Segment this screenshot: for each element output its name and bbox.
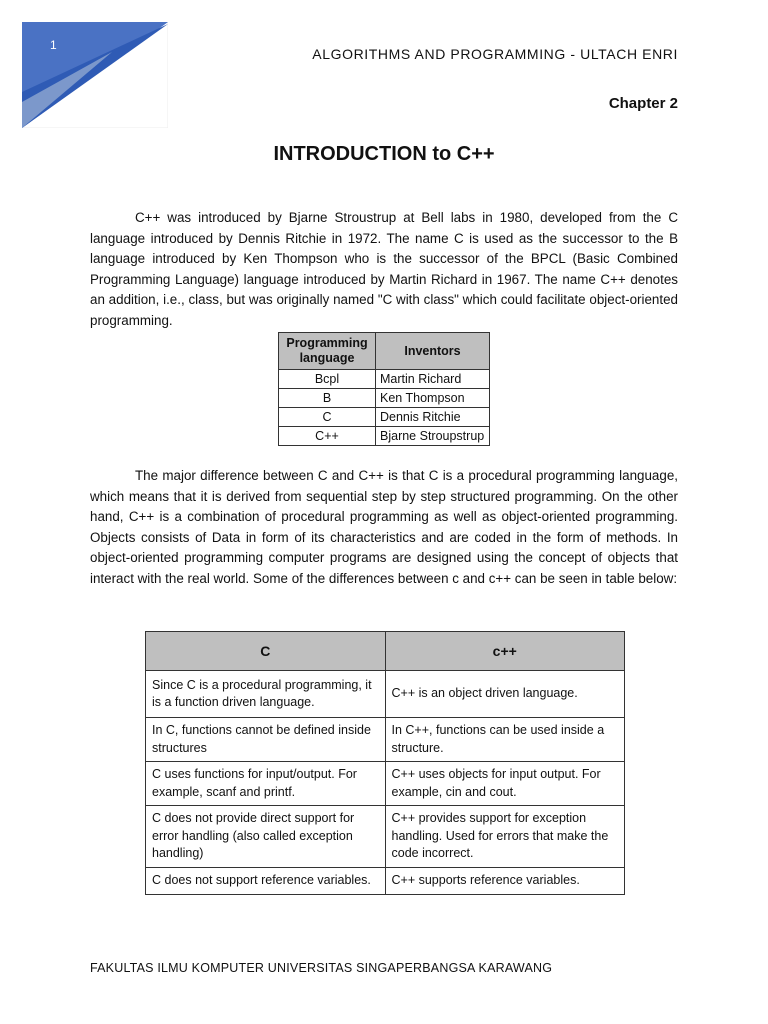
table-cell: Since C is a procedural programming, it is a function driven language. <box>146 671 386 718</box>
table-row <box>146 867 625 894</box>
table-row <box>279 370 490 389</box>
table-cell: C++ provides support for exception handling. Used for errors that make the code incorrect. <box>385 806 625 868</box>
table-header: Inventors <box>376 333 490 370</box>
table-row <box>279 427 490 446</box>
table-row <box>279 408 490 427</box>
table-row <box>146 762 625 806</box>
table-cell: C does not provide direct support for error handling (also called exception handling) <box>146 806 386 868</box>
table-cell: Bcpl <box>279 370 376 389</box>
comparison-table <box>145 631 625 895</box>
table-cell: C <box>279 408 376 427</box>
table-cell: B <box>279 389 376 408</box>
table-header: Programming language <box>279 333 376 370</box>
chapter-label: Chapter 2 <box>608 95 678 112</box>
table-cell: Dennis Ritchie <box>376 408 490 427</box>
table-row <box>146 671 625 718</box>
table-cell: C++ supports reference variables. <box>385 867 625 894</box>
table-cell: C++ uses objects for input output. For example, cin and cout. <box>385 762 625 806</box>
table-cell: Ken Thompson <box>376 389 490 408</box>
page-title: INTRODUCTION to C++ <box>273 143 495 165</box>
page-number: 1 <box>50 38 57 52</box>
table-cell: In C, functions cannot be defined inside structures <box>146 718 386 762</box>
corner-decoration <box>22 22 168 128</box>
table-cell: C uses functions for input/output. For example, scanf and printf. <box>146 762 386 806</box>
inventors-table <box>278 332 490 446</box>
table-row <box>279 389 490 408</box>
difference-paragraph: The major difference between C and C++ is that C is a procedural programming language, which means that it is derived from sequential step by step structured programming. On the other hand, C++ is a combination of procedural programming as well as object-oriented programming. Objects consists of Data in form of its characteristics and are coded in the form of methods. In object-oriented programming computer programs are designed using the concept of objects that interact with the real world. Some of the differences between c and c++ can be seen in table below: <box>90 468 678 586</box>
table-row <box>146 718 625 762</box>
table-row <box>146 806 625 868</box>
header-title: ALGORITHMS AND PROGRAMMING - ULTACH ENRI <box>312 46 678 62</box>
intro-paragraph: C++ was introduced by Bjarne Stroustrup at Bell labs in 1980, developed from the C language introduced by Dennis Ritchie in 1972. The name C is used as the successor to the B language introduced by Ken Thompson who is the successor of the BPCL (Basic Combined Programming Language) language introduced by Martin Richard in 1967. The name C++ denotes an addition, i.e., class, but was originally named "C with class" which could facilitate object-oriented programming. <box>90 210 678 328</box>
table-cell: In C++, functions can be used inside a structure. <box>385 718 625 762</box>
table-cell: C++ is an object driven language. <box>385 671 625 718</box>
table-cell: C does not support reference variables. <box>146 867 386 894</box>
table-cell: Martin Richard <box>376 370 490 389</box>
table-cell: Bjarne Stroupstrup <box>376 427 490 446</box>
table-header: C <box>146 632 386 671</box>
table-cell: C++ <box>279 427 376 446</box>
table-header: c++ <box>385 632 625 671</box>
footer-text: FAKULTAS ILMU KOMPUTER UNIVERSITAS SINGAPERBANGSA KARAWANG <box>90 961 553 975</box>
